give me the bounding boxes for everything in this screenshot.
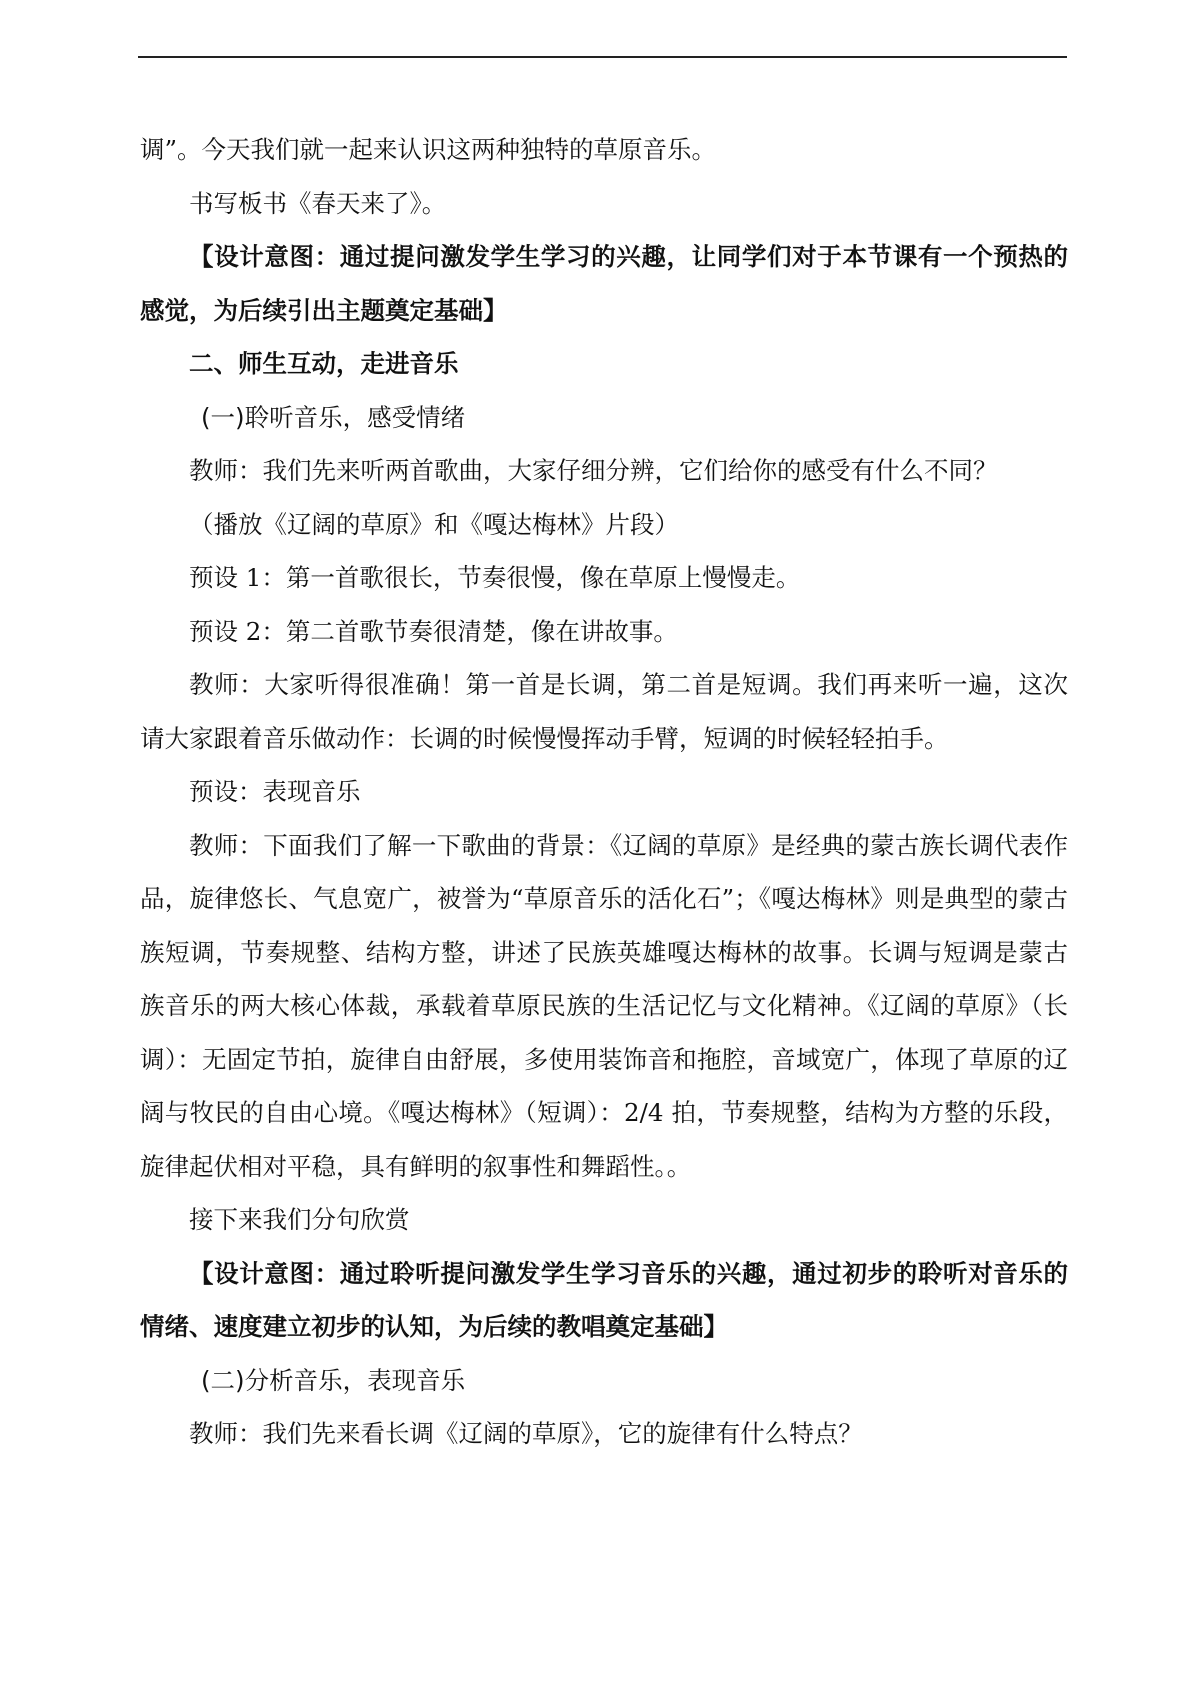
subsection-heading-2: (二)分析音乐，表现音乐 bbox=[201, 1365, 466, 1395]
document-body bbox=[140, 123, 1068, 1461]
paragraph-next: 接下来我们分句欣赏 bbox=[189, 1205, 410, 1234]
paragraph-teacher-1: 教师：我们先来听两首歌曲，大家仔细分辨，它们给你的感受有什么不同？ bbox=[189, 456, 998, 485]
paragraph-play: （播放《辽阔的草原》和《嘎达梅林》片段） bbox=[189, 509, 679, 539]
paragraph-continuation: 调”。今天我们就一起来认识这两种独特的草原音乐。 bbox=[140, 135, 717, 164]
paragraph-teacher-2: 教师：大家听得很准确！第一首是长调，第二首是短调。我们再来听一遍，这次请大家跟着音乐做动作：长调的时候慢慢挥动手臂，短调的时候轻轻拍手。 bbox=[140, 670, 1068, 753]
paragraph-preset-1: 预设 1：第一首歌很长，节奏很慢，像在草原上慢慢走。 bbox=[189, 563, 801, 592]
design-intent-1: 【设计意图：通过提问激发学生学习的兴趣，让同学们对于本节课有一个预热的感觉，为后续引出主题奠定基础】 bbox=[140, 242, 1068, 325]
header-rule bbox=[138, 56, 1067, 58]
design-intent-2: 【设计意图：通过聆听提问激发学生学习音乐的兴趣，通过初步的聆听对音乐的情绪、速度建立初步的认知，为后续的教唱奠定基础】 bbox=[140, 1258, 1068, 1341]
paragraph-preset-2: 预设 2：第二首歌节奏很清楚，像在讲故事。 bbox=[189, 616, 678, 646]
paragraph-preset-3: 预设：表现音乐 bbox=[189, 777, 361, 806]
paragraph-blackboard: 书写板书《春天来了》。 bbox=[189, 188, 447, 218]
section-heading-2: 二、师生互动，走进音乐 bbox=[189, 349, 459, 378]
subsection-heading-1: (一)聆听音乐，感受情绪 bbox=[201, 402, 466, 432]
paragraph-teacher-3: 教师：我们先来看长调《辽阔的草原》，它的旋律有什么特点？ bbox=[189, 1419, 863, 1448]
paragraph-background: 教师：下面我们了解一下歌曲的背景：《辽阔的草原》是经典的蒙古族长调代表作品，旋律悠长、气息宽广，被誉为“草原音乐的活化石”；《嘎达梅林》则是典型的蒙古族短调，节奏规整、结构方整，讲述了民族英雄嘎达梅林的故事。长调与短调是蒙古族音乐的两大核心体裁，承载着草原民族的生活记忆与文化精神。《辽阔的草原》（长调）：无固定节拍，旋律自由舒展，多使用装饰音和拖腔，音域宽广，体现了草原的辽阔与牧民的自由心境。《嘎达梅林》（短调）：2/4 拍，节奏规整，结构为方整的乐段，旋律起伏相对平稳，具有鲜明的叙事性和舞蹈性。。 bbox=[140, 830, 1068, 1181]
